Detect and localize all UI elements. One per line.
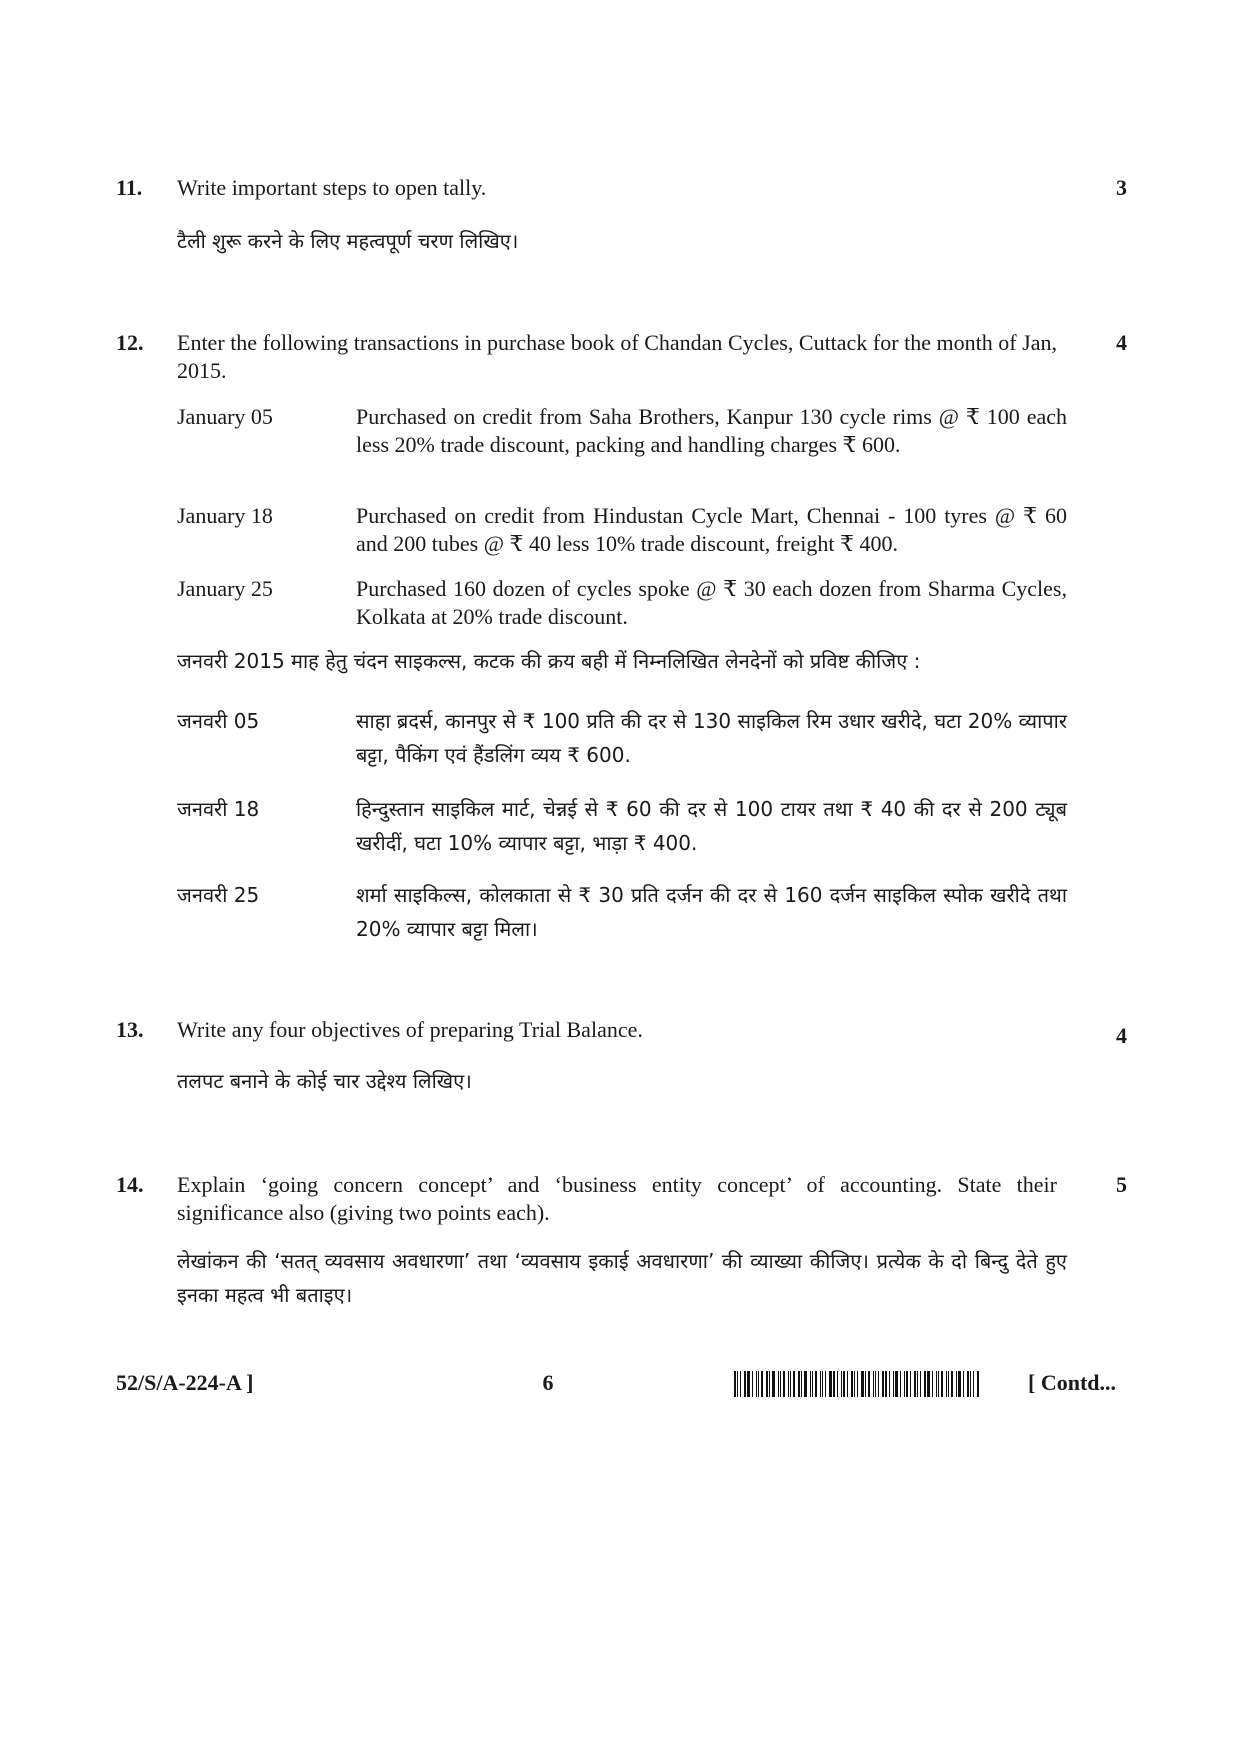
- barcode-bar: [914, 1371, 916, 1397]
- question-11-text-en: Write important steps to open tally.: [177, 175, 487, 200]
- barcode-bar: [958, 1371, 961, 1397]
- barcode-bar: [843, 1371, 845, 1397]
- barcode-bar: [815, 1371, 817, 1397]
- barcode-bar: [740, 1371, 741, 1397]
- barcode-bar: [910, 1371, 911, 1397]
- barcode-bar: [963, 1371, 964, 1397]
- barcode: [734, 1371, 1014, 1397]
- barcode-bar: [895, 1371, 898, 1397]
- question-14-marks: 5: [1116, 1172, 1127, 1197]
- transaction-en-desc-2: Purchased on credit from Hindustan Cycle Mart, Chennai - 100 tyres @ ₹ 60 and 200 tubes @ ₹ 40 less 10% trade discount, freight ₹ 400.: [356, 503, 1067, 556]
- barcode-bar: [967, 1371, 969, 1397]
- paper-code: 52/S/A-224-A ]: [116, 1370, 254, 1395]
- question-13-marks: 4: [1116, 1023, 1127, 1048]
- question-14-text-hi: लेखांकन की ‘सतत् व्यवसाय अवधारणा’ तथा ‘व्यवसाय इकाई अवधारणा’ की व्याख्या कीजिए। प्रत्येक के दो बिन्दु देते हुए इनका महत्व भी बताइए।: [177, 1249, 1067, 1307]
- barcode-bar: [788, 1371, 789, 1397]
- barcode-bar: [865, 1371, 866, 1397]
- barcode-bar: [941, 1371, 943, 1397]
- barcode-bar: [917, 1371, 918, 1397]
- barcode-bar: [936, 1371, 937, 1397]
- transaction-hi-desc-1: साहा ब्रदर्स, कानपुर से ₹ 100 प्रति की दर से 130 साइकिल रिम उधार खरीदे, घटा 20% व्यापार बट्टा, पैकिंग एवं हैंडलिंग व्यय ₹ 600.: [356, 709, 1067, 767]
- transaction-hi-desc-2: हिन्दुस्तान साइकिल मार्ट, चेन्नई से ₹ 60 की दर से 100 टायर तथा ₹ 40 की दर से 200 ट्यूब खरीदीं, घटा 10% व्यापार बट्टा, भाड़ा ₹ 400.: [356, 797, 1067, 855]
- question-12-marks: 4: [1116, 330, 1127, 355]
- barcode-bar: [948, 1371, 949, 1397]
- transaction-hi-date-3: जनवरी 25: [177, 883, 260, 907]
- barcode-bar: [837, 1371, 838, 1397]
- barcode-bar: [970, 1371, 971, 1397]
- transaction-en-desc-1: Purchased on credit from Saha Brothers, Kanpur 130 cycle rims @ ₹ 100 each less 20% trade discount, packing and handling charges ₹ 600.: [356, 404, 1067, 457]
- question-14-text-en: Explain ‘going concern concept’ and ‘business entity concept’ of accounting. State their significance also (giving two points each).: [177, 1172, 1057, 1225]
- barcode-bar: [758, 1371, 759, 1397]
- question-13-text-en: Write any four objectives of preparing Trial Balance.: [177, 1017, 643, 1042]
- barcode-bar: [752, 1371, 753, 1397]
- barcode-bar: [804, 1371, 807, 1397]
- barcode-bar: [946, 1371, 947, 1397]
- barcode-bar: [882, 1371, 884, 1397]
- barcode-bar: [861, 1371, 864, 1397]
- barcode-bar: [932, 1371, 933, 1397]
- question-14-number: 14.: [116, 1172, 144, 1197]
- barcode-bar: [977, 1371, 979, 1397]
- barcode-bar: [822, 1371, 823, 1397]
- barcode-bar: [878, 1371, 879, 1397]
- barcode-bar: [927, 1371, 930, 1397]
- transaction-en-date-1: January 05: [177, 404, 273, 429]
- barcode-bar: [820, 1371, 821, 1397]
- barcode-bar: [873, 1371, 874, 1397]
- barcode-bar: [851, 1371, 853, 1397]
- barcode-bar: [812, 1371, 813, 1397]
- transaction-hi-date-2: जनवरी 18: [177, 797, 260, 821]
- contd-label: [ Contd...: [1028, 1370, 1117, 1395]
- barcode-bar: [829, 1371, 832, 1397]
- question-11-marks: 3: [1116, 175, 1127, 200]
- barcode-bar: [857, 1371, 858, 1397]
- barcode-bar: [737, 1371, 738, 1397]
- question-13-number: 13.: [116, 1017, 144, 1042]
- transaction-en-desc-3: Purchased 160 dozen of cycles spoke @ ₹ 30 each dozen from Sharma Cycles, Kolkata at 20% trade discount.: [356, 576, 1067, 629]
- barcode-bar: [900, 1371, 901, 1397]
- barcode-bar: [951, 1371, 953, 1397]
- barcode-bar: [841, 1371, 842, 1397]
- barcode-bar: [889, 1371, 890, 1397]
- barcode-bar: [875, 1371, 876, 1397]
- barcode-bar: [801, 1371, 802, 1397]
- barcode-bar: [810, 1371, 811, 1397]
- barcode-bar: [783, 1371, 785, 1397]
- question-11-text-hi: टैली शुरू करने के लिए महत्वपूर्ण चरण लिखिए।: [177, 229, 519, 253]
- barcode-bar: [756, 1371, 757, 1397]
- barcode-bar: [761, 1371, 763, 1397]
- question-12-number: 12.: [116, 330, 144, 355]
- question-11-number: 11.: [116, 175, 143, 200]
- barcode-bar: [747, 1371, 750, 1397]
- barcode-bar: [893, 1371, 894, 1397]
- barcode-bar: [825, 1371, 826, 1397]
- barcode-bar: [973, 1371, 974, 1397]
- transaction-hi-desc-3: शर्मा साइकिल्स, कोलकाता से ₹ 30 प्रति दर्जन की दर से 160 दर्जन साइकिल स्पोक खरीदे तथा 20% व्यापार बट्टा मिला।: [356, 883, 1067, 941]
- transaction-en-date-2: January 18: [177, 503, 273, 528]
- barcode-bar: [766, 1371, 768, 1397]
- barcode-bar: [778, 1371, 779, 1397]
- barcode-bar: [833, 1371, 835, 1397]
- barcode-bar: [798, 1371, 800, 1397]
- question-12-text-hi: जनवरी 2015 माह हेतु चंदन साइकल्स, कटक की क्रय बही में निम्नलिखित लेनदेनों को प्रविष्ट कीजिए :: [177, 649, 921, 673]
- barcode-bar: [790, 1371, 791, 1397]
- barcode-bar: [780, 1371, 781, 1397]
- question-13-text-hi: तलपट बनाने के कोई चार उद्देश्य लिखिए।: [177, 1069, 472, 1093]
- barcode-bar: [793, 1371, 795, 1397]
- barcode-bar: [924, 1371, 926, 1397]
- question-12-text-en: Enter the following transactions in purchase book of Chandan Cycles, Cuttack for the month of Jan, 2015.: [177, 330, 1057, 383]
- barcode-bar: [904, 1371, 905, 1397]
- barcode-bar: [744, 1371, 746, 1397]
- page-number: 6: [542, 1370, 554, 1395]
- barcode-bar: [772, 1371, 775, 1397]
- barcode-bar: [854, 1371, 855, 1397]
- transaction-hi-date-1: जनवरी 05: [177, 709, 260, 733]
- transaction-en-date-3: January 25: [177, 576, 273, 601]
- barcode-bar: [906, 1371, 908, 1397]
- barcode-bar: [734, 1371, 736, 1397]
- barcode-bar: [956, 1371, 957, 1397]
- barcode-bar: [847, 1371, 848, 1397]
- barcode-bar: [769, 1371, 770, 1397]
- barcode-bar: [920, 1371, 921, 1397]
- barcode-bar: [885, 1371, 887, 1397]
- barcode-bar: [938, 1371, 939, 1397]
- barcode-bar: [868, 1371, 870, 1397]
